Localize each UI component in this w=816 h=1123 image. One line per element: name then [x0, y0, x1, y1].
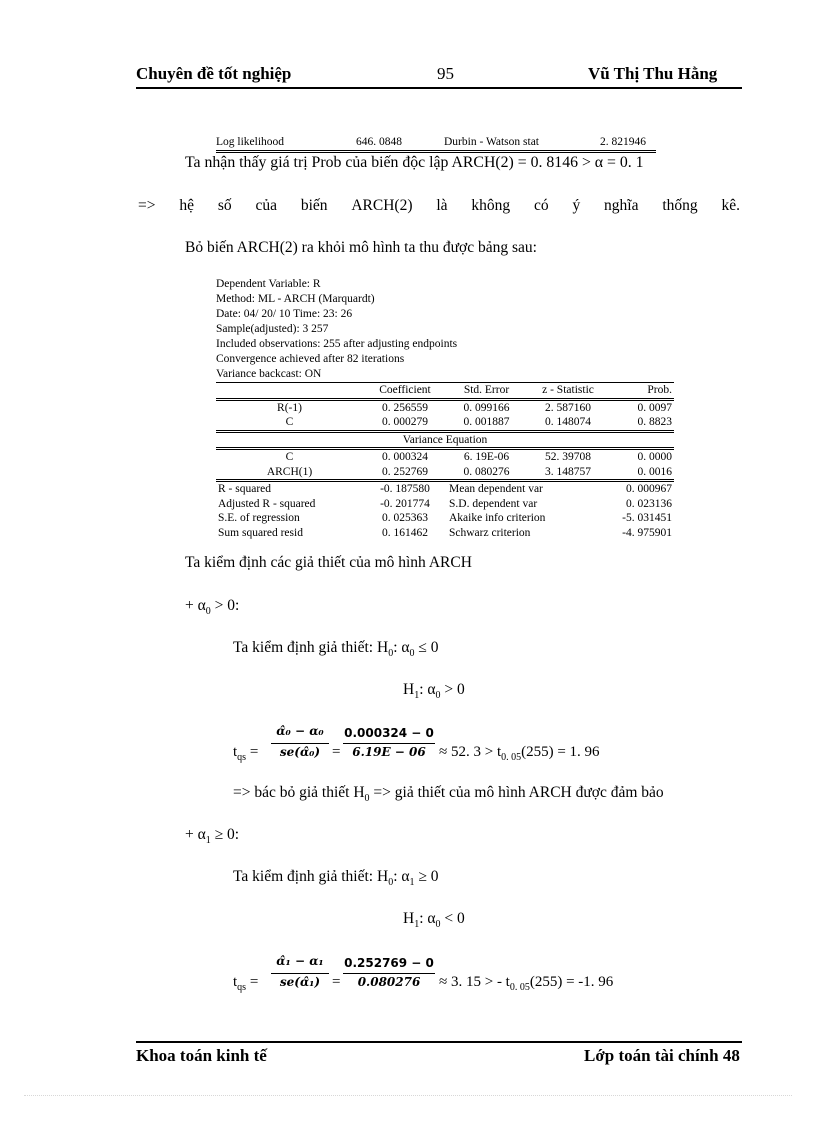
- cond0-suffix: > 0:: [210, 597, 240, 614]
- tqs1-num-val: 0.252769 − 0: [344, 956, 434, 970]
- table-cell: 3. 148757: [526, 465, 610, 481]
- header-author: Vũ Thị Thu Hằng: [588, 64, 718, 83]
- table-cell: 0. 025363: [382, 512, 428, 524]
- table-cell: 0. 099166: [463, 401, 510, 414]
- cond1-sub: 1: [205, 835, 211, 847]
- table-cell: Mean dependent var: [449, 483, 543, 495]
- table-row: [216, 415, 674, 431]
- test1-lead: Ta kiểm định giả thiết: H: [233, 868, 389, 885]
- test0-h1-sub: 1: [414, 690, 420, 702]
- hypothesis-h0-alpha0: [233, 639, 439, 659]
- header-rule: [136, 87, 742, 89]
- section-intro: Ta kiểm định các giả thiết của mô hình ARCH: [185, 554, 472, 571]
- paragraph-word: ARCH(2): [351, 197, 413, 214]
- table-row: [216, 383, 674, 400]
- page-edge-divider: [24, 1095, 792, 1096]
- tqs0-result-sub: 0. 05: [501, 752, 522, 763]
- paragraph-word: =>: [138, 197, 156, 214]
- table-cell: Schwarz criterion: [449, 526, 531, 539]
- table-cell: Prob.: [610, 383, 674, 400]
- durbin-watson-label: Durbin - Watson stat: [444, 136, 540, 148]
- table-cell: z - Statistic: [526, 383, 610, 400]
- test0-h1-alpha-sub: 0: [435, 690, 441, 702]
- cond1-suffix: ≥ 0:: [210, 826, 240, 843]
- table-row: [216, 431, 674, 449]
- cond1-prefix: + α: [185, 826, 206, 843]
- paragraph-word: nghĩa: [604, 197, 639, 214]
- table-cell: 0. 148074: [526, 415, 610, 431]
- tqs0-eq2: =: [332, 744, 341, 760]
- tqs1-t: t: [233, 974, 238, 990]
- test0-h1-mid: : α: [419, 681, 436, 698]
- paragraph-word: không: [471, 197, 511, 214]
- tqs0-bar-1: [271, 743, 329, 744]
- test0-rest-b: ≤ 0: [414, 639, 439, 656]
- table-cell: 0. 000279: [363, 415, 447, 431]
- paragraph-word: của: [255, 197, 277, 214]
- tqs0-num-sym: α̂₀ − α₀: [276, 724, 324, 738]
- table-cell: 0. 0097: [637, 401, 672, 414]
- regression-info-line: Sample(adjusted): 3 257: [216, 323, 329, 335]
- log-likelihood-value: 646. 0848: [356, 136, 402, 148]
- regression-info-line: Variance backcast: ON: [216, 368, 322, 380]
- table-cell: C: [285, 451, 294, 463]
- table-cell: 0. 8823: [610, 415, 674, 431]
- test0-alpha-sub: 0: [409, 648, 415, 660]
- cond0-prefix: + α: [185, 597, 206, 614]
- regression-info: [216, 277, 674, 382]
- conclusion0-pre: => bác bỏ giả thiết H: [233, 784, 365, 801]
- hypothesis-h0-alpha1: [233, 868, 439, 888]
- table-cell: 0. 001887: [447, 415, 526, 431]
- table-row: [216, 511, 674, 526]
- paragraph-word: kê.: [721, 197, 740, 214]
- tqs1-eq: =: [246, 974, 259, 990]
- table-cell: S.D. dependent var: [449, 497, 538, 510]
- table-cell: 0. 000324: [382, 451, 428, 463]
- durbin-watson-value: 2. 821946: [600, 136, 646, 148]
- regression-info-line: Date: 04/ 20/ 10 Time: 23: 26: [216, 308, 353, 320]
- table-cell: 0. 252769: [363, 465, 447, 481]
- regression-info-line: Included observations: 255 after adjusting endpoints: [216, 338, 458, 350]
- table-cell: 0. 0000: [637, 451, 672, 463]
- table-cell: R - squared: [218, 483, 272, 495]
- table-cell: 0. 000967: [626, 483, 672, 495]
- tqs0-num-val: 0.000324 − 0: [344, 726, 434, 740]
- regression-info-line: Convergence achieved after 82 iterations: [216, 353, 405, 365]
- paragraph-word: số: [217, 197, 232, 214]
- table-cell: Adjusted R - squared: [218, 497, 316, 510]
- table-row: [216, 497, 674, 512]
- paragraph-line-1: Ta nhận thấy giá trị Prob của biến độc lập ARCH(2) = 0. 8146 > α = 0. 1: [185, 154, 644, 171]
- paragraph-word: là: [436, 197, 448, 214]
- condition-alpha1: [185, 826, 239, 846]
- test1-h1-sub: 1: [414, 919, 420, 931]
- tqs1-result-sub: 0. 05: [509, 982, 530, 993]
- table-cell: 2. 587160: [545, 401, 591, 414]
- conclusion-alpha0: [233, 784, 664, 804]
- tqs0-bar-2: [343, 743, 435, 744]
- hypothesis-h1-alpha0: [403, 681, 465, 701]
- table-cell: 0. 023136: [626, 497, 672, 510]
- table-cell: -0. 201774: [380, 497, 430, 510]
- table-cell: 0. 161462: [382, 526, 428, 539]
- log-likelihood-label: Log likelihood: [216, 136, 285, 148]
- footer-right: Lớp toán tài chính 48: [584, 1046, 740, 1065]
- table-cell: -5. 031451: [622, 512, 672, 524]
- tqs1-t-sub: qs: [237, 982, 247, 993]
- footer-left: Khoa toán kinh tế: [136, 1046, 267, 1065]
- paragraph-word: ý: [572, 197, 581, 214]
- tqs1-den-sym: se(α̂₁): [279, 975, 321, 989]
- tqs0-den-val: 6.19E − 06: [352, 745, 426, 759]
- table-row: [216, 526, 674, 541]
- test0-h1-end: > 0: [440, 681, 465, 698]
- regression-info-line: Dependent Variable: R: [216, 278, 321, 290]
- paragraph-line-3: Bỏ biến ARCH(2) ra khỏi mô hình ta thu được bảng sau:: [185, 239, 537, 256]
- conclusion0-post: => giả thiết của mô hình ARCH được đảm bảo: [369, 784, 664, 801]
- tqs0-t-sub: qs: [237, 752, 247, 763]
- test1-h1-alpha-sub: 0: [435, 919, 441, 931]
- table-cell: 0. 0016: [610, 465, 674, 481]
- tqs0-den-sym: se(α̂₀): [279, 745, 321, 759]
- table-cell: 0. 256559: [382, 401, 428, 414]
- conclusion0-sub: 0: [364, 793, 370, 805]
- table-cell: -4. 975901: [622, 526, 672, 539]
- tqs1-num-sym: α̂₁ − α₁: [276, 954, 324, 968]
- hypothesis-h1-alpha1: [403, 910, 465, 930]
- footer-rule: [136, 1041, 742, 1043]
- table-row: [216, 399, 674, 415]
- tqs0-eq: =: [246, 744, 259, 760]
- test0-lead: Ta kiểm định giả thiết: H: [233, 639, 389, 656]
- tqs0-t: t: [233, 744, 238, 760]
- table-cell: Coefficient: [363, 383, 447, 400]
- regression-info-line: Method: ML - ARCH (Marquardt): [216, 293, 375, 305]
- header-title-left: Chuyên đề tốt nghiệp: [136, 64, 292, 83]
- test1-h1-pre: H: [403, 910, 415, 927]
- test0-h1-pre: H: [403, 681, 415, 698]
- table-cell: [216, 383, 363, 400]
- table-row: [216, 465, 674, 481]
- tqs1-result-a: ≈ 3. 15 > - t: [439, 974, 510, 990]
- table-cell: ARCH(1): [216, 465, 363, 481]
- table-cell: 6. 19E-06: [463, 451, 510, 463]
- test0-rest-a: : α: [393, 639, 410, 656]
- table-cell: 52. 39708: [545, 451, 591, 463]
- table-cell: Akaike info criterion: [449, 512, 546, 524]
- table-cell: R(-1): [277, 401, 302, 414]
- paragraph-word: thống: [662, 197, 698, 214]
- table-cell: S.E. of regression: [218, 512, 300, 524]
- paragraph-word: có: [533, 197, 549, 214]
- condition-alpha0: [185, 597, 239, 617]
- tqs-formula-alpha0: [233, 722, 693, 772]
- table-row: [216, 481, 674, 497]
- tqs0-result-a: ≈ 52. 3 > t: [439, 744, 502, 760]
- table-cell: -0. 187580: [380, 483, 430, 495]
- tqs1-result-b: (255) = -1. 96: [529, 974, 614, 990]
- log-likelihood-row: [216, 135, 656, 153]
- test1-alpha-sub: 1: [409, 877, 415, 889]
- tqs1-eq2: =: [332, 974, 341, 990]
- tqs-formula-alpha1: [233, 952, 693, 1002]
- variance-equation-title: Variance Equation: [216, 431, 674, 449]
- tqs1-bar-1: [271, 973, 329, 974]
- cond0-sub: 0: [205, 606, 211, 618]
- tqs1-bar-2: [343, 973, 435, 974]
- test0-h-sub: 0: [388, 648, 394, 660]
- table-cell: C: [216, 415, 363, 431]
- test1-h1-end: < 0: [440, 910, 465, 927]
- paragraph-line-2: [138, 197, 740, 215]
- paragraph-word: biến: [300, 197, 328, 214]
- page-number: 95: [437, 64, 454, 83]
- test1-h1-mid: : α: [419, 910, 436, 927]
- test1-rest-a: : α: [393, 868, 410, 885]
- table-cell: Sum squared resid: [218, 526, 303, 539]
- test1-rest-b: ≥ 0: [414, 868, 439, 885]
- table-cell: 0. 080276: [447, 465, 526, 481]
- regression-output: [216, 277, 674, 540]
- table-row: [216, 449, 674, 465]
- tqs1-den-val: 0.080276: [357, 975, 421, 989]
- regression-table: [216, 382, 674, 540]
- tqs0-result-b: (255) = 1. 96: [521, 744, 600, 760]
- test1-h-sub: 0: [388, 877, 394, 889]
- paragraph-word: hệ: [179, 197, 194, 214]
- table-cell: Std. Error: [447, 383, 526, 400]
